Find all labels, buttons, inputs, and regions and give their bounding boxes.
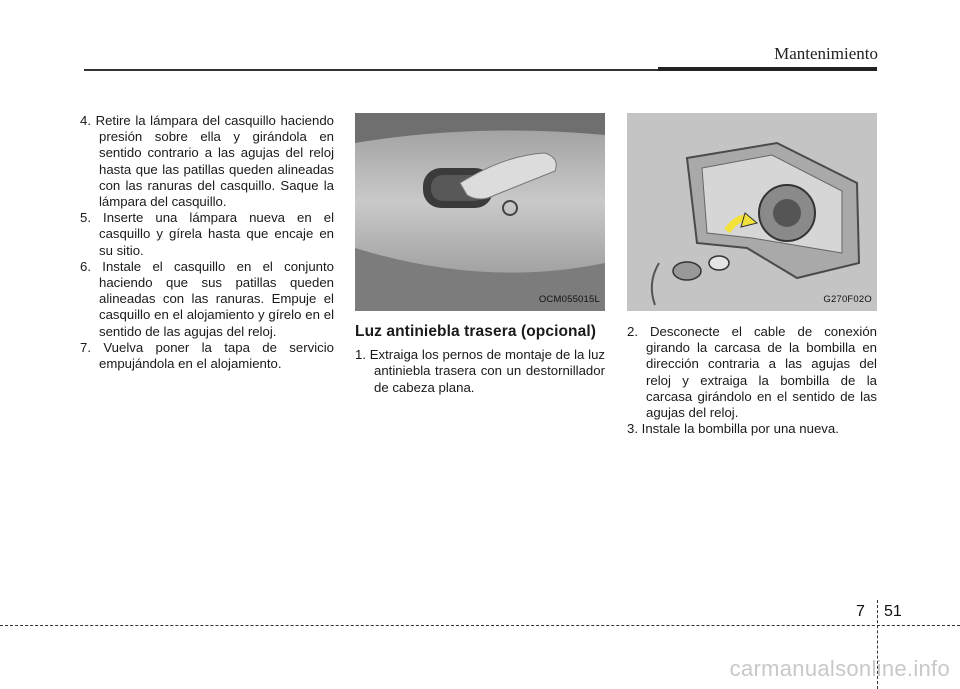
lamp-housing-illustration	[627, 113, 877, 311]
step-4: 4. Retire la lámpara del casquillo haciendo presión sobre ella y girándola en sentido contrario a las agujas del reloj hasta que las patillas queden alineadas con las ranuras del casquillo. Saque la lámpara del casquillo.	[80, 113, 334, 210]
step-list	[80, 113, 334, 372]
footer-rule	[0, 625, 960, 626]
step-5: 5. Inserte una lámpara nueva en el casquillo y gírela hasta que encaje en su sitio.	[80, 210, 334, 258]
step-1: 1. Extraiga los pernos de montaje de la luz antiniebla trasera con un destornillador de cabeza plana.	[355, 347, 605, 395]
rear-fog-light-photo	[355, 113, 605, 311]
page-number: 51	[884, 603, 902, 620]
step-list	[355, 347, 605, 396]
step-2: 2. Desconecte el cable de conexión girando la carcasa de la bombilla en dirección contraria a las agujas del reloj y extraiga la bombilla de la carcasa girándolo en el sentido de las agujas del reloj.	[627, 324, 877, 421]
step-3: 3. Instale la bombilla por una nueva.	[627, 421, 839, 437]
bumper-illustration	[355, 113, 605, 311]
watermark: carmanualsonline.info	[729, 656, 950, 681]
middle-column	[355, 113, 605, 396]
fog-lamp-housing-photo	[627, 113, 877, 311]
chapter-number: 7	[856, 603, 865, 620]
right-column	[627, 113, 877, 437]
section-heading: Luz antiniebla trasera (opcional)	[355, 323, 597, 340]
step-7: 7. Vuelva poner la tapa de servicio empujándola en el alojamiento.	[80, 339, 334, 372]
left-column	[80, 113, 334, 372]
step-6: 6. Instale el casquillo en el conjunto haciendo que sus patillas queden alineadas con las ranuras. Empuje el casquillo en el alojamiento y gírelo en el sentido de las agujas del reloj.	[80, 258, 334, 339]
section-title: Mantenimiento	[774, 44, 878, 63]
figure-caption: G270F02O	[823, 293, 872, 305]
header-rule-accent	[658, 67, 877, 71]
step-list	[627, 324, 877, 437]
figure-caption: OCM055015L	[538, 293, 600, 305]
